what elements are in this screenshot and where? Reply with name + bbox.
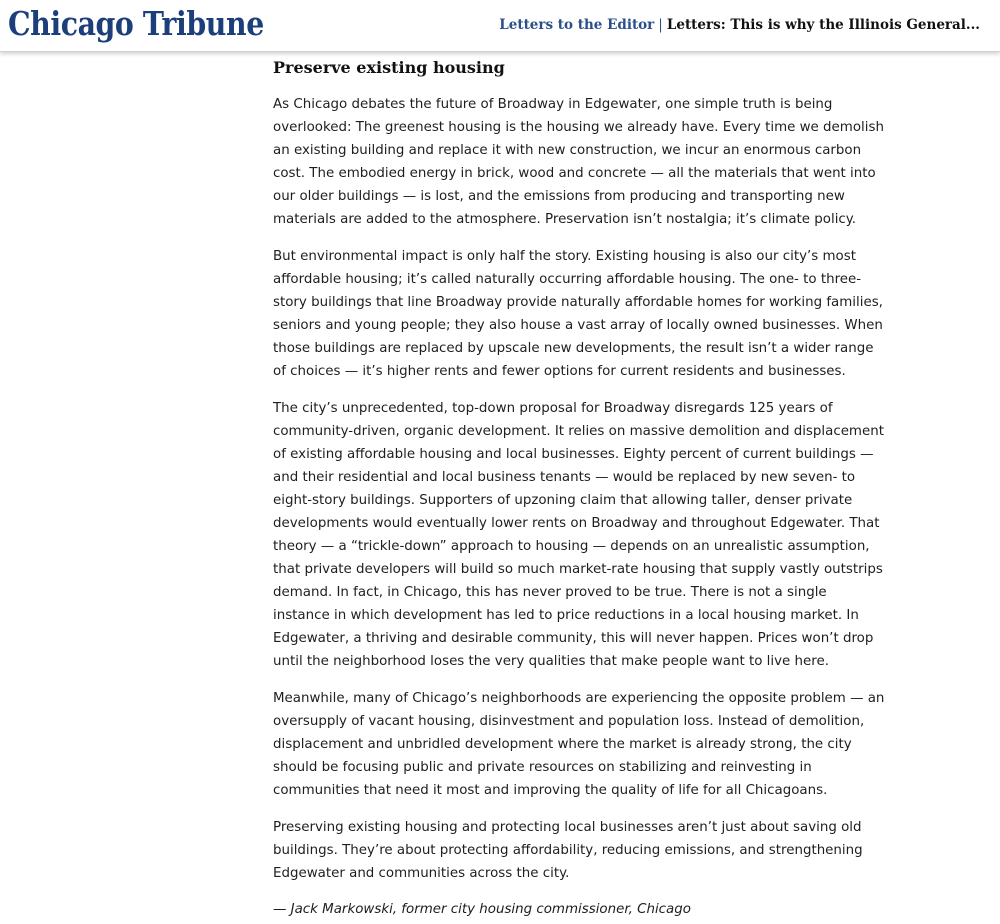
letter-signature: — Jack Markowski, former city housing commissioner, Chicago [273,902,691,917]
article-title: Letters: This is why the Illinois General... [666,17,980,33]
site-header [0,0,1000,52]
chicago-tribune-logo[interactable]: Chicago Tribune [8,4,264,43]
paragraph-3: The city’s unprecedented, top-down proposal for Broadway disregards 125 years of community-driven, organic development. It relies on massive demolition and displacement of existing affordable housing and local businesses. Eighty percent of current buildings — and their residential and local business tenants — would be replaced by new seven- to eight-story buildings. Supporters of upzoning claim that allowing taller, denser private developments would eventually lower rents on Broadway and throughout Edgewater. That theory — a “trickle-down” approach to housing — depends on an unrealistic assumption, that private developers will build so much market-rate housing that supply vastly outstrips demand. In fact, in Chicago, this has never proved to be true. There is not a single instance in which development has led to price reductions in a local housing market. In Edgewater, a thriving and desirable community, this will never happen. Prices won’t drop until the neighborhood loses the very qualities that make people want to live here. [273,401,884,669]
breadcrumb-separator: | [658,17,663,33]
paragraph-1: As Chicago debates the future of Broadway in Edgewater, one simple truth is being overlooked: The greenest housing is the housing we already have. Every time we demolish an existing building and replace it with new construction, we incur an enormous carbon cost. The embodied energy in brick, wood and concrete — all the materials that went into our older buildings — is lost, and the emissions from producing and transporting new materials are added to the atmosphere. Preservation isn’t nostalgia; it’s climate policy. [273,97,884,227]
paragraph-4: Meanwhile, many of Chicago’s neighborhoods are experiencing the opposite problem — an oversupply of vacant housing, disinvestment and population loss. Instead of demolition, displacement and unbridled development where the market is already strong, the city should be focusing public and private resources on stabilizing and reinvesting in communities that need it most and improving the quality of life for all Chicagoans. [273,691,885,798]
article-body [273,52,885,921]
paragraph-5: Preserving existing housing and protecting local businesses aren’t just about saving old buildings. They’re about protecting affordability, reducing emissions, and strengthening Edgewater and communities across the city. [273,820,863,881]
breadcrumb [499,15,980,35]
letter-heading: Preserve existing housing [273,58,505,77]
paragraph-2: But environmental impact is only half the story. Existing housing is also our city’s most affordable housing; it’s called naturally occurring affordable housing. The one- to three-story buildings that line Broadway provide naturally affordable homes for working families, seniors and young people; they also house a vast array of locally owned businesses. When those buildings are replaced by upscale new developments, the result isn’t a wider range of choices — it’s higher rents and fewer options for current residents and businesses. [273,249,883,379]
letters-section-link[interactable]: Letters to the Editor [499,17,655,33]
